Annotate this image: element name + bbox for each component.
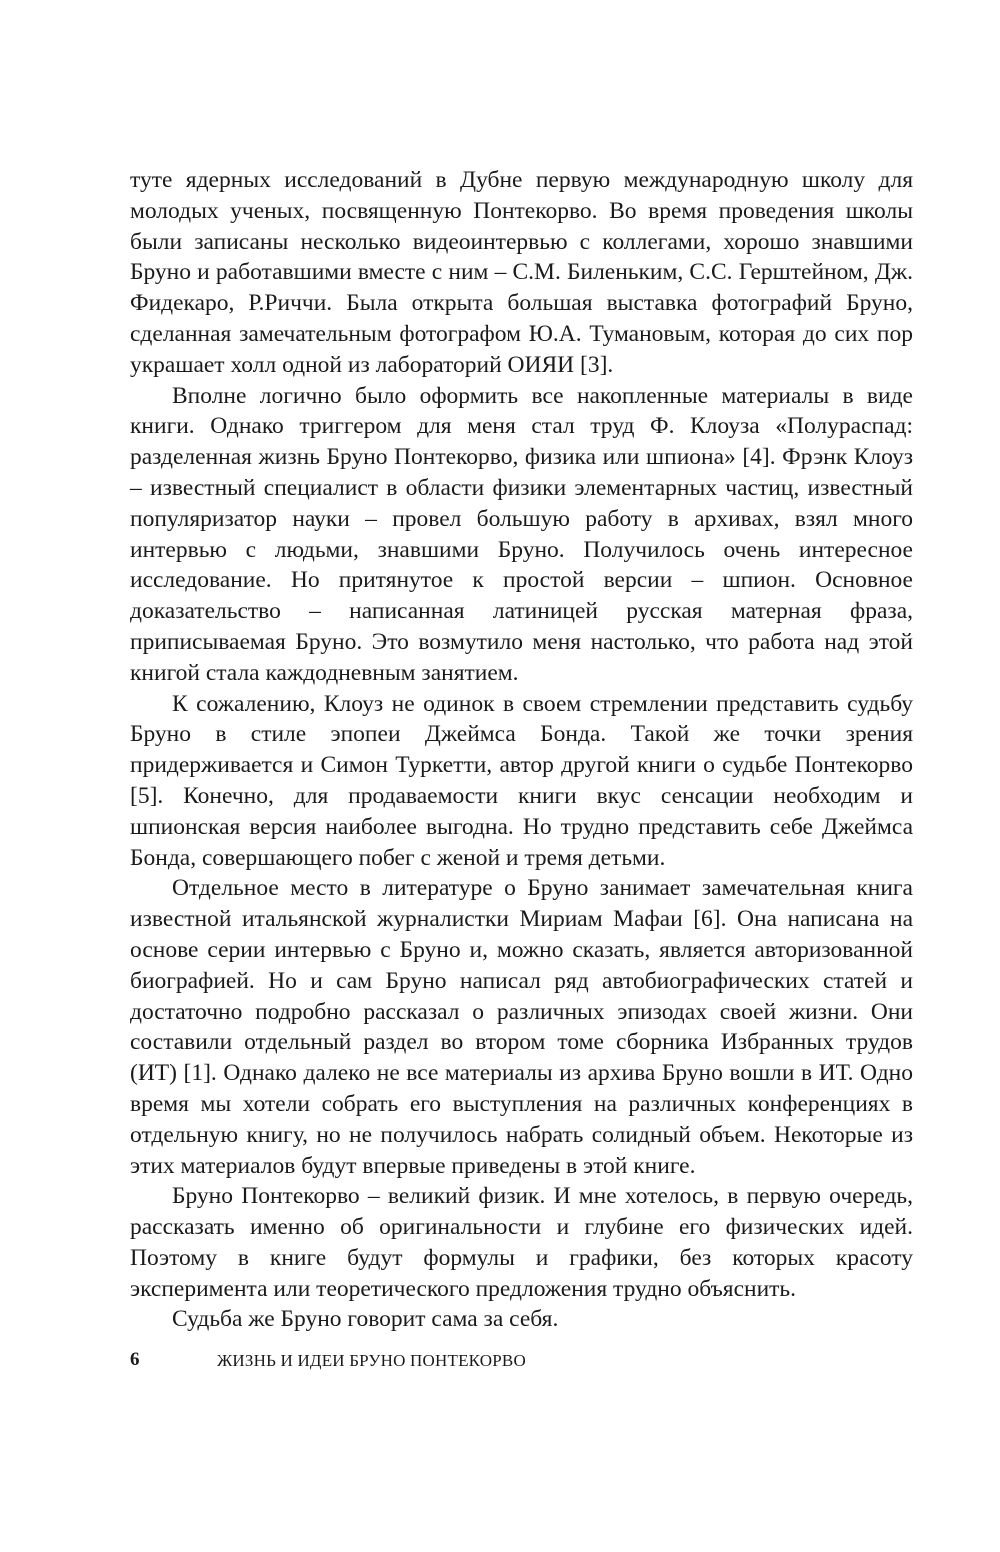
body-text bbox=[130, 165, 913, 1335]
paragraph: Отдельное место в литературе о Бруно занимает замечательная книга известной итальянской журналистки Мириам Мафаи [6]. Она написана на основе серии интервью с Бруно и, можно сказать, является авторизованной биографией. Но и сам Бруно написал ряд автобиографических статей и достаточно подробно рассказал о различных эпизодах своей жизни. Они составили отдельный раздел во втором томе сборника Избранных трудов (ИТ) [1]. Однако далеко не все материалы из архива Бруно вошли в ИТ. Одно время мы хотели собрать его выступления на различных конференциях в отдельную книгу, но не получилось набрать солидный объем. Некоторые из этих материалов будут впервые приведены в этой книге. bbox=[130, 875, 913, 1179]
running-title: ЖИЗНЬ И ИДЕИ БРУНО ПОНТЕКОРВО bbox=[217, 1351, 526, 1370]
page-number: 6 bbox=[130, 1349, 140, 1370]
paragraph: Вполне логично было оформить все накопленные материалы в виде книги. Однако триггером для меня стал труд Ф. Клоуза «Полураспад: разделенная жизнь Бруно Понтекорво, физика или шпиона» [4]. Фрэнк Клоуз – известный специалист в области физики элементарных частиц, известный популяризатор науки – провел большую работу в архивах, взял много интервью с людьми, знавшими Бруно. Получилось очень интересное исследование. Но притянутое к простой версии – шпион. Основное доказательство – написанная латиницей русская матерная фраза, приписываемая Бруно. Это возмутило меня настолько, что работа над этой книгой стала каждодневным занятием. bbox=[130, 382, 913, 686]
paragraph: К сожалению, Клоуз не одинок в своем стремлении представить судьбу Бруно в стиле эпопеи Джеймса Бонда. Такой же точки зрения придерживается и Симон Туркетти, автор другой книги о судьбе Понтекорво [5]. Конечно, для продаваемости книги вкус сенсации необходим и шпионская версия наиболее выгодна. Но трудно представить себе Джеймса Бонда, совершающего побег с женой и тремя детьми. bbox=[130, 690, 913, 871]
paragraph: Бруно Понтекорво – великий физик. И мне хотелось, в первую очередь, рассказать именно об оригинальности и глубине его физических идей. Поэтому в книге будут формулы и графики, без которых красоту эксперимента или теоретического предложения трудно объяснить. bbox=[130, 1183, 913, 1302]
paragraph-continued: туте ядерных исследований в Дубне первую международную школу для молодых ученых, посвященную Понтекорво. Во время проведения школы были записаны несколько видеоинтервью с коллегами, хорошо знавшими Бруно и работавшими вместе с ним – С.М. Биленьким, С.С. Герштейном, Дж. Фидекаро, Р.Риччи. Была открыта большая выставка фотографий Бруно, сделанная замечательным фотографом Ю.А. Тумановым, которая до сих пор украшает холл одной из лабораторий ОИЯИ [3]. bbox=[130, 167, 913, 378]
paragraph: Судьба же Бруно говорит сама за себя. bbox=[172, 1306, 559, 1333]
